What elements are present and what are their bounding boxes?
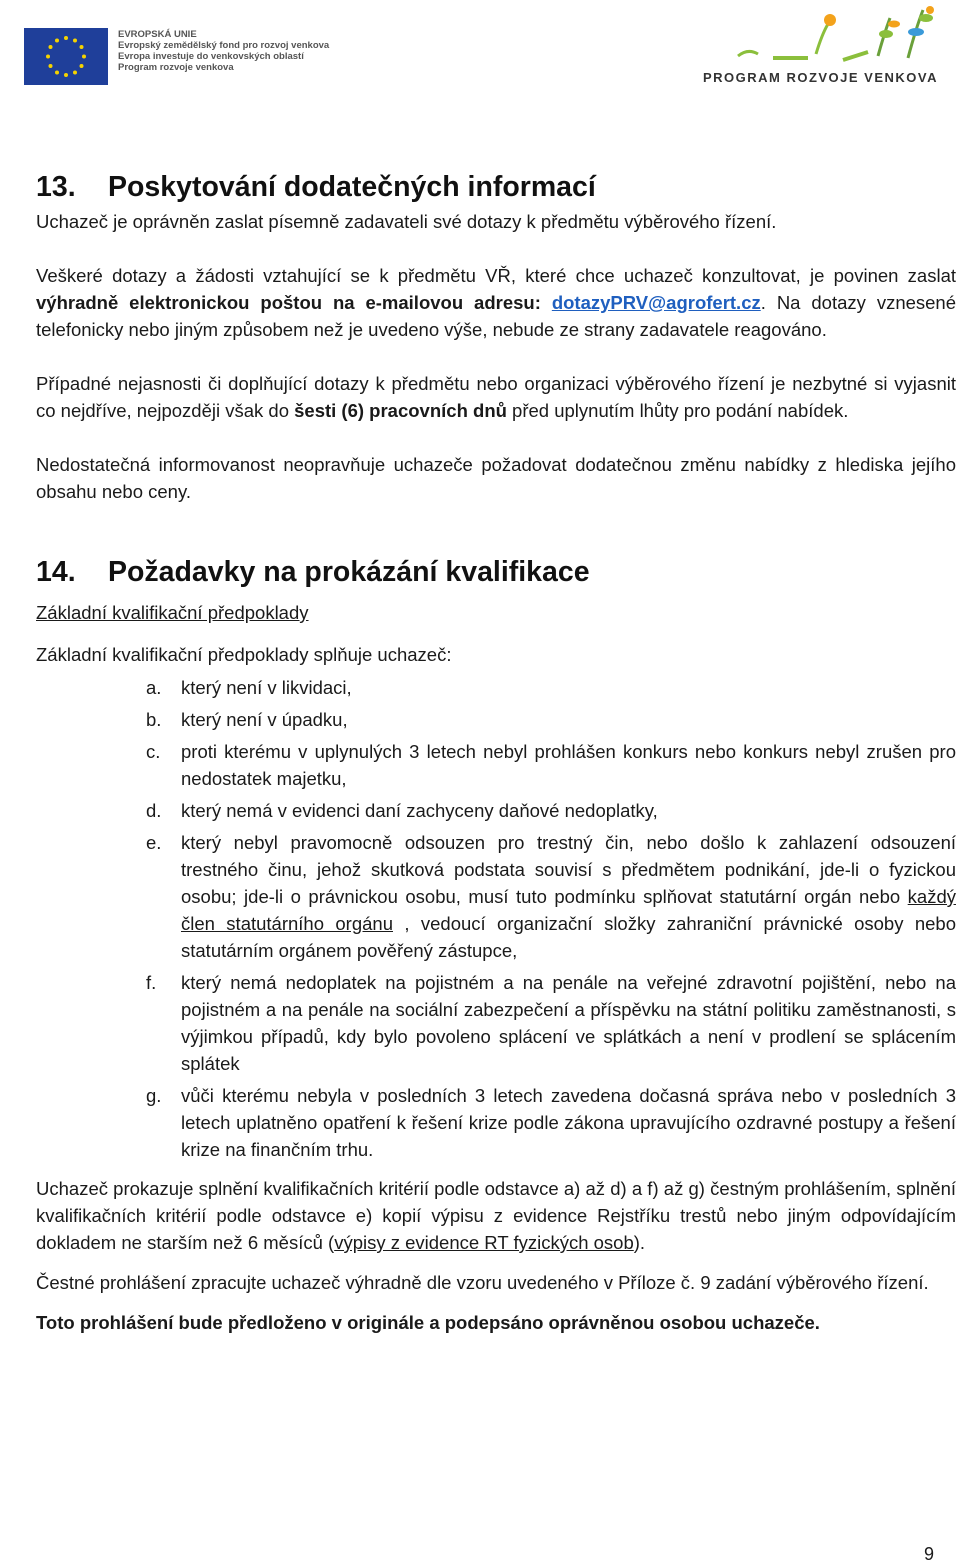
- s14-intro: Základní kvalifikační předpoklady splňuje uchazeč:: [36, 644, 452, 665]
- eu-flag-logo: [24, 28, 108, 85]
- list-item: g. vůči kterému nebyla v posledních 3 letech zavedena dočasná správa nebo v posledních 3 letech uplatněno opatření k řešení krize podle zákona upravujícího ozdravné postupy a řešení krize na finančním trhu.: [146, 1085, 956, 1160]
- list-item: a. který není v likvidaci,: [146, 677, 352, 698]
- section-14-heading: 14. Požadavky na prokázání kvalifikace: [36, 556, 590, 588]
- s14-paragraph-proof: Uchazeč prokazuje splnění kvalifikačních kritérií podle odstavce a) až d) a f) až g) čestným prohlášením, splnění kvalifikačních kritérií podle odstavce e) kopií výpisu z evidence Rejstříku trestů nebo jiným odpovídajícím dokladem ne starším než 6 měsíců (výpisy z evidence RT fyzických osob).: [36, 1178, 956, 1253]
- document-body: [36, 170, 956, 1336]
- list-item: b. který není v úpadku,: [146, 709, 348, 730]
- list-item: d. který nemá v evidenci daní zachyceny daňové nedoplatky,: [146, 800, 658, 821]
- prv-plants-graphic: [718, 4, 938, 66]
- prv-logo-text: PROGRAM ROZVOJE VENKOVA: [702, 70, 938, 85]
- s14-subtitle: Základní kvalifikační předpoklady: [36, 602, 309, 623]
- page-number: 9: [923, 1544, 934, 1564]
- qualification-list: [36, 674, 956, 1163]
- list-item: e. který nebyl pravomocně odsouzen pro trestný čin, nebo došlo k zahlazení odsouzení trestného činu, jehož skutková podstata souvisí s předmětem podnikání, jde-li o fyzickou osobu; jde-li o právnickou osobu, musí tuto podmínku splňovat statutární orgán nebo každý člen statutárního orgánu , vedoucí organizační složky zahraniční právnické osoby nebo statutárním orgánem pověřený zástupce,: [146, 832, 956, 961]
- eu-logo-text: EVROPSKÁ UNIE Evropský zemědělský fond pro rozvoj venkova Evropa investuje do venkovských oblastí Program rozvoje venkova: [118, 29, 330, 73]
- list-item: f. který nemá nedoplatek na pojistném a na penále na veřejné zdravotní pojištění, nebo na pojistném a na penále na sociální zabezpečení a příspěvku na státní politiku zaměstnanosti, s výjimkou případů, kdy bylo povoleno splácení ve splátkách a není v prodlení se splácením splátek: [146, 972, 956, 1074]
- list-item: c. proti kterému v uplynulých 3 letech nebyl prohlášen konkurs nebo konkurs nebyl zrušen pro nedostatek majetku,: [146, 741, 956, 789]
- s13-paragraph-3: Případné nejasnosti či doplňující dotazy k předmětu nebo organizaci výběrového řízení je nezbytné si vyjasnit co nejdříve, nejpozději však do šesti (6) pracovních dnů před uplynutím lhůty pro podání nabídek.: [36, 373, 956, 421]
- s14-paragraph-declaration: Čestné prohlášení zpracujte uchazeč výhradně dle vzoru uvedeného v Příloze č. 9 zadání výběrového řízení.: [36, 1272, 929, 1293]
- s13-paragraph-4: Nedostatečná informovanost neopravňuje uchazeče požadovat dodatečnou změnu nabídky z hlediska jejího obsahu nebo ceny.: [36, 454, 956, 502]
- s13-paragraph-2: Veškeré dotazy a žádosti vztahující se k předmětu VŘ, které chce uchazeč konzultovat, je povinen zaslat výhradně elektronickou poštou na e-mailovou adresu: dotazyPRV@agrofert.cz. Na dotazy vznesené telefonicky nebo jiným způsobem než je uvedeno výše, nebude ze strany zadavatele reagováno.: [36, 265, 957, 340]
- section-13-heading: 13. Poskytování dodatečných informací: [36, 171, 596, 203]
- prv-logo: [702, 4, 938, 88]
- page-header: [0, 0, 960, 110]
- rt-extract-reference: výpisy z evidence RT fyzických osob: [334, 1232, 634, 1253]
- s14-paragraph-signature: Toto prohlášení bude předloženo v originále a podepsáno oprávněnou osobou uchazeče.: [36, 1312, 820, 1333]
- s13-paragraph-1: Uchazeč je oprávněn zaslat písemně zadavateli své dotazy k předmětu výběrového řízení.: [36, 211, 777, 232]
- contact-email-link[interactable]: dotazyPRV@agrofert.cz: [551, 292, 761, 313]
